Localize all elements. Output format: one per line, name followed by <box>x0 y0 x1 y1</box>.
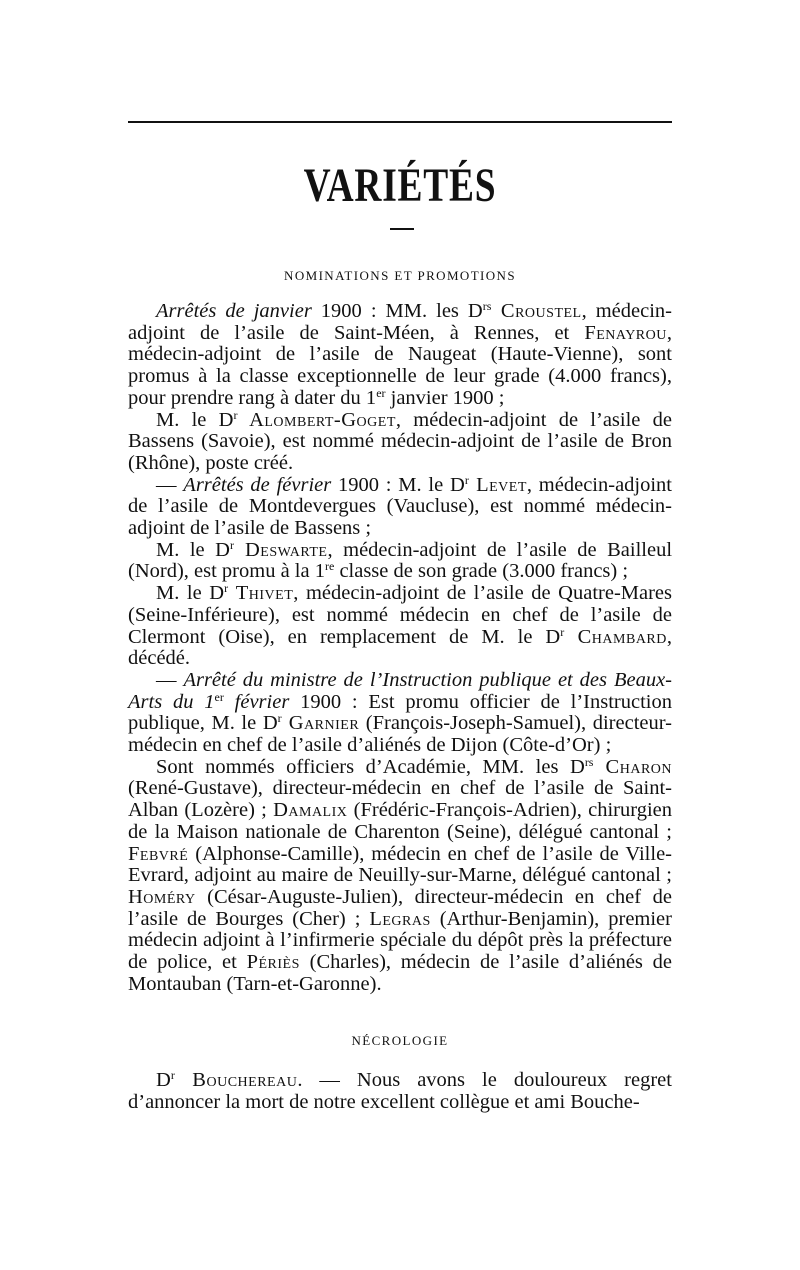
section-heading-necrologie: NÉCROLOGIE <box>351 1033 449 1048</box>
top-rule <box>128 121 672 123</box>
paragraph-arretes-fevrier: — Arrêtés de février 1900 : M. le $D^r$ Levet, médecin-adjoint de l’asile de Montdevergues (Vaucluse), est nommé médecin-adjoint de l’asile de Bassens ; <box>128 472 673 540</box>
person-name: Deswarte <box>233 538 328 561</box>
person-name: Fenayrou <box>584 321 667 344</box>
necrologie-text <box>128 1070 672 1113</box>
nominations-text <box>128 301 672 996</box>
person-name: Homéry <box>128 885 196 908</box>
paragraph-deswarte: M. le $D^r$ Deswarte, médecin-adjoint de l’asile de Bailleul (Nord), est promu à la 1re classe de son grade (3.000 francs) ; <box>128 537 673 583</box>
paragraph-alombert-goget: M. le $D^r$ Alombert-Goget, médecin-adjoint de l’asile de Bassens (Savoie), est nommé médecin-adjoint de l’asile de Bron (Rhône), poste créé. <box>128 407 672 474</box>
page-title: VARIÉTÉS <box>303 159 497 212</box>
person-name: Damalix <box>273 799 348 822</box>
paragraph-officiers-academie: Sont nommés officiers d’Académie, MM. les $D^{rs}$ Charon (René-Gustave), directeur-médecin en chef de l’asile de Saint-Alban (Lozère) ; Damalix (Frédéric-François-Adrien), chirurgien de la Maison nationale de Charenton (Seine), délégué cantonal ; Febvré (Alphonse-Camille), médecin en chef de l’asile de Ville-Evrard, adjoint au maire de Neuilly-sur-Marne, délégué cantonal ; Homéry (César-Auguste-Julien), directeur-médecin en chef de l’asile de Bourges (Cher) ; Legras (Arthur-Benjamin), premier médecin adjoint à l’infirmerie spéciale du dépôt près la préfecture de police, et Périès (Charles), médecin de l’asile d’aliénés de Montauban (Tarn-et-Garonne). <box>128 754 673 995</box>
person-name: Chambard <box>564 625 667 648</box>
paragraph-instruction-publique: — Arrêté du ministre de l’Instruction publique et des Beaux-Arts du 1er février 1900 : Est promu officier de l’Instruction publique, M. le $D^r$ Garnier (François-Joseph-Samuel), directeur-médecin en chef de l’asile d’aliénés de Dijon (Côte-d’Or) ; <box>128 668 672 757</box>
person-name: Bouchereau <box>174 1069 298 1091</box>
person-name: Périès <box>246 951 300 974</box>
title-divider <box>390 228 414 230</box>
paragraph-thivet: M. le $D^r$ Thivet, médecin-adjoint de l’asile de Quatre-Mares (Seine-Inférieure), est nommé médecin en chef de l’asile de Clermont (Oise), en remplacement de M. le $D^r$ Chambard, décédé. <box>128 581 673 670</box>
section-heading-nominations: NOMINATIONS ET PROMOTIONS <box>284 268 516 283</box>
person-name: Garnier <box>281 712 360 735</box>
person-name: Levet <box>468 473 527 496</box>
paragraph-bouchereau: $D^r$ Bouchereau. — Nous avons le douloureux regret d’annoncer la mort de notre excellent collègue et ami Bouche- <box>128 1068 672 1113</box>
person-name: Febvré <box>128 842 189 865</box>
person-name: Croustel <box>491 300 582 322</box>
person-name: Charon <box>593 755 672 778</box>
person-name: Legras <box>369 907 431 930</box>
person-name: Alombert-Goget <box>237 408 396 431</box>
person-name: Thivet <box>228 582 294 605</box>
paragraph-arretes-janvier: Arrêtés de janvier 1900 : MM. les $D^{rs}$ Croustel, médecin-adjoint de l’asile de Saint-Méen, à Rennes, et Fenayrou, médecin-adjoint de l’asile de Naugeat (Haute-Vienne), sont promus à la classe exceptionnelle de leur grade (4.000 francs), pour prendre rang à dater du 1er janvier 1900 ; <box>128 299 672 409</box>
